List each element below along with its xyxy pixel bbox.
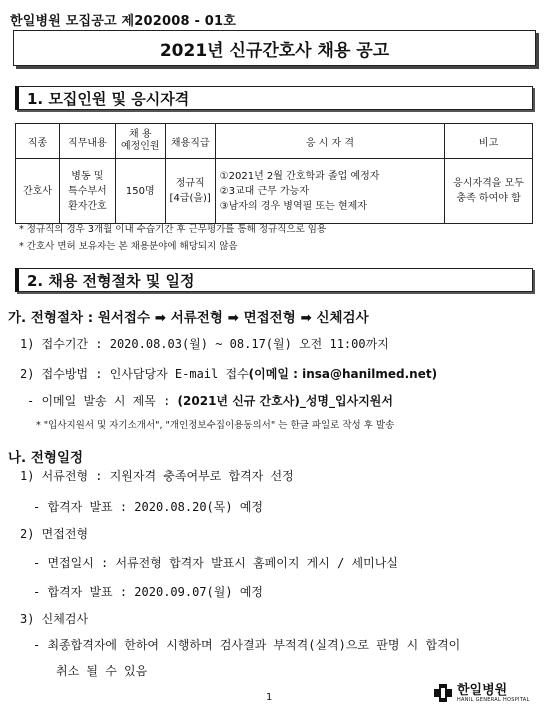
col-header-note: 비고 (445, 124, 533, 159)
hospital-logo (433, 683, 530, 703)
attach-note: * "입사지원서 및 자기소개서", "개인정보수집이용동의서" 는 한글 파일로 작성 후 발송 (36, 420, 395, 431)
col-header-grade: 채용직급 (165, 124, 215, 159)
cell-grade: 정규직 [4급(을)] (165, 159, 215, 224)
physical-note-line2: 취소 될 수 있음 (56, 664, 148, 678)
interview-line: 2) 면접전형 (20, 527, 89, 541)
procedure-line: 가. 전형절차 : 원서접수 ➡ 서류전형 ➡ 면접전형 ➡ 신체검사 (8, 310, 369, 326)
physical-line: 3) 신체검사 (20, 612, 89, 626)
col-header-count: 채 용 예정인원 (115, 124, 165, 159)
table-row (16, 159, 533, 224)
title-box (13, 30, 536, 66)
interview-result-line: - 합격자 발표 : 2020.09.07(월) 예정 (33, 585, 264, 599)
note-probation: * 정규직의 경우 3개월 이내 수습기간 후 근무평가를 통해 정규직으로 임용 (19, 224, 327, 235)
logo-text: 한일병원 (457, 682, 508, 698)
section1-heading: 1. 모집인원 및 응시자격 (15, 86, 533, 110)
cell-quals: ①2021년 2월 간호학과 졸업 예정자 ②3교대 근무 가능자 ③남자의 경우 병역필 또는 현제자 (215, 159, 444, 224)
col-header-quals: 응 시 자 격 (215, 124, 444, 159)
subject-prefix: - 이메일 발송 시 제목 : (27, 394, 171, 408)
method-prefix: 2) 접수방법 : 인사담당자 E-mail 접수 (20, 367, 249, 381)
note-license: * 간호사 면허 보유자는 본 채용분야에 해당되지 않음 (19, 241, 238, 252)
col-header-job: 직종 (16, 124, 60, 159)
notice-number: 한일병원 모집공고 제202008 - 01호 (10, 14, 237, 29)
physical-note-line1: - 최종합격자에 한하여 시행하며 검사결과 부적격(실격)으로 판명 시 합격이 (33, 638, 461, 652)
hospital-cross-logo-icon (433, 683, 453, 703)
page-number: 1 (266, 692, 273, 703)
doc-result-line: - 합격자 발표 : 2020.08.20(목) 예정 (33, 500, 264, 514)
method-line (20, 365, 437, 382)
subject-line (27, 392, 393, 409)
logo-subtext: HANIL GENERAL HOSPITAL (457, 696, 530, 703)
method-email: (이메일 : insa@hanilmed.net) (248, 367, 438, 381)
subject-value: (2021년 신규 간호사)_성명_입사지원서 (177, 394, 393, 408)
cell-duties: 병동 및 특수부서 환자간호 (59, 159, 115, 224)
recruitment-table (15, 123, 533, 224)
table-header-row (16, 124, 533, 159)
interview-date-line: - 면접일시 : 서류전형 합격자 발표시 홈페이지 게시 / 세미나실 (33, 556, 398, 570)
doc-screen-line: 1) 서류전형 : 지원자격 충족여부로 합격자 선정 (20, 469, 294, 483)
period-line: 1) 접수기간 : 2020.08.03(월) ~ 08.17(월) 오전 11:00까지 (20, 337, 389, 351)
cell-note: 응시자격을 모두 충족 하여야 함 (445, 159, 533, 224)
col-header-duties: 직무내용 (59, 124, 115, 159)
section2-heading: 2. 채용 전형절차 및 일정 (15, 268, 533, 292)
page-title: 2021년 신규간호사 채용 공고 (159, 40, 390, 61)
cell-job: 간호사 (16, 159, 60, 224)
schedule-heading: 나. 전형일정 (8, 450, 84, 466)
cell-count: 150명 (115, 159, 165, 224)
